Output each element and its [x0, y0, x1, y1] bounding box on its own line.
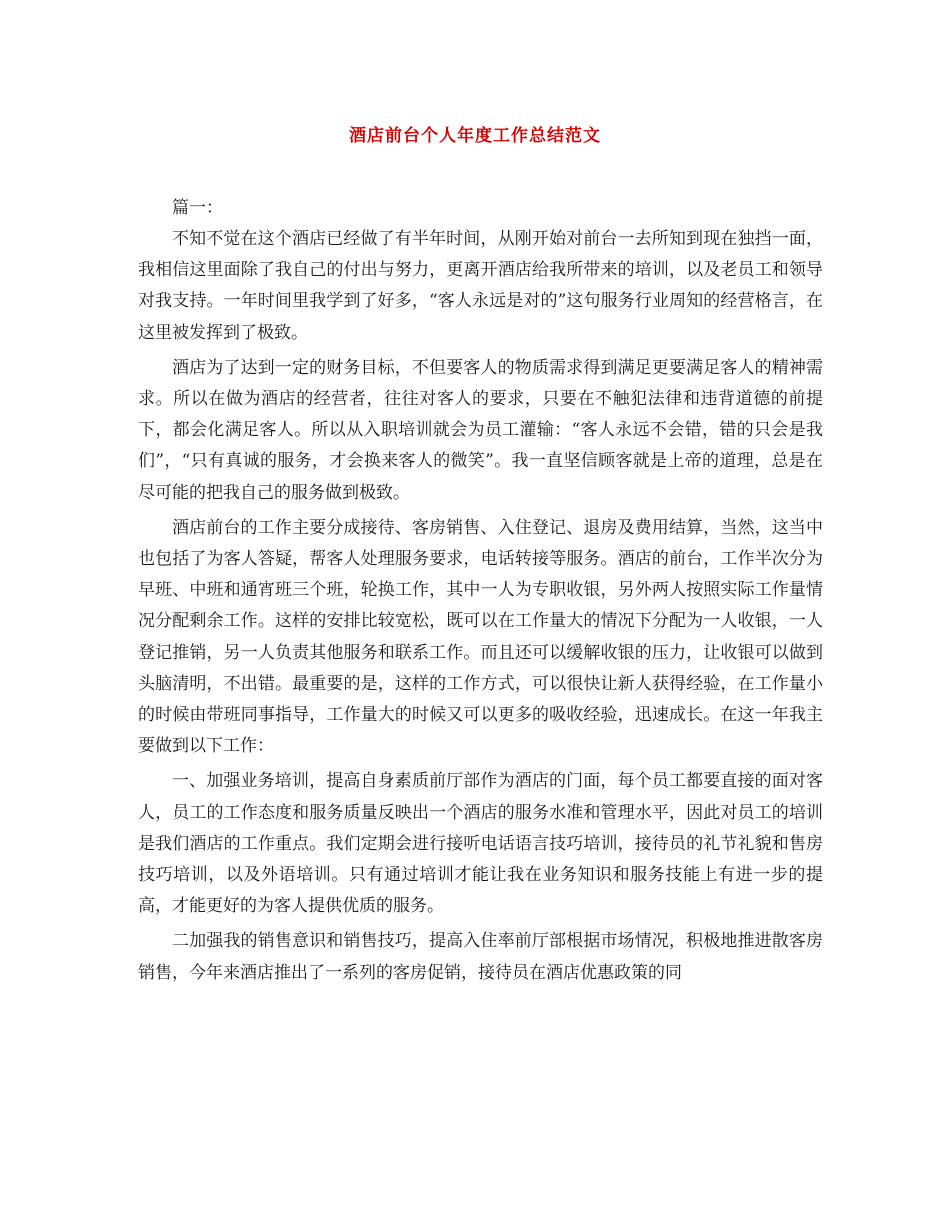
paragraph-5: 二加强我的销售意识和销售技巧，提高入住率前厅部根据市场情况，积极地推进散客房销售，今年来酒店推出了一系列的客房促销，接待员在酒店优惠政策的同 [138, 931, 823, 983]
section-label: 篇一： [172, 198, 223, 218]
paragraph-3: 酒店前台的工作主要分成接待、客房销售、入住登记、退房及费用结算，当然，这当中也包括了为客人答疑，帮客人处理服务要求，电话转接等服务。酒店的前台，工作半次分为早班、中班和通宵班三个班，轮换工作，其中一人为专职收银，另外两人按照实际工作量情况分配剩余工作。这样的安排比较宽松，既可以在工作量大的情况下分配为一人收银，一人登记推销，另一人负责其他服务和联系工作。而且还可以缓解收银的压力，让收银可以做到头脑清明，不出错。最重要的是，这样的工作方式，可以很快让新人获得经验，在工作量小的时候由带班同事指导，工作量大的时候又可以更多的吸收经验，迅速成长。在这一年我主要做到以下工作： [138, 517, 823, 757]
paragraph-2: 酒店为了达到一定的财务目标，不但要客人的物质需求得到满足更要满足客人的精神需求。所以在做为酒店的经营者，往往对客人的要求，只要在不触犯法律和违背道德的前提下，都会化满足客人。所以从入职培训就会为员工灌输：“客人永远不会错，错的只会是我们”，“只有真诚的服务，才会换来客人的微笑”。我一直坚信顾客就是上帝的道理，总是在尽可能的把我自己的服务做到极致。 [138, 357, 823, 503]
paragraph-1: 不知不觉在这个酒店已经做了有半年时间，从刚开始对前台一去所知到现在独挡一面，我相信这里面除了我自己的付出与努力，更离开酒店给我所带来的培训，以及老员工和领导对我支持。一年时间里我学到了好多，“客人永远是对的”这句服务行业周知的经营格言，在这里被发挥到了极致。 [138, 229, 823, 343]
document-title: 酒店前台个人年度工作总结范文 [349, 126, 601, 146]
paragraph-4: 一、加强业务培训，提高自身素质前厅部作为酒店的门面，每个员工都要直接的面对客人，员工的工作态度和服务质量反映出一个酒店的服务水准和管理水平，因此对员工的培训是我们酒店的工作重点。我们定期会进行接听电话语言技巧培训，接待员的礼节礼貌和售房技巧培训，以及外语培训。只有通过培训才能让我在业务知识和服务技能上有进一步的提高，才能更好的为客人提供优质的服务。 [138, 771, 823, 917]
document-body [138, 224, 823, 993]
